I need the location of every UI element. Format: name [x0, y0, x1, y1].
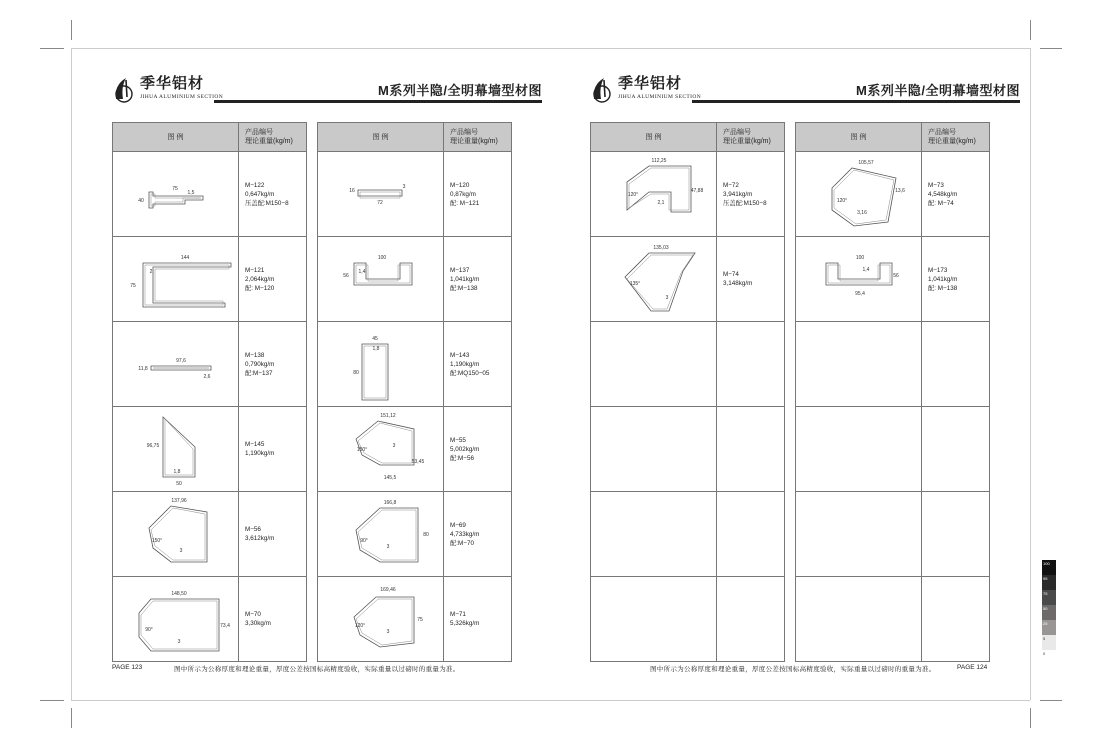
dimension-label: 3 [386, 629, 390, 635]
table-row [318, 577, 512, 662]
product-info-cell [444, 237, 512, 322]
profile-cell [318, 407, 444, 492]
profile-outline [163, 417, 195, 477]
profile-cell [796, 237, 922, 322]
product-info-cell [444, 152, 512, 237]
product-info-cell [239, 407, 307, 492]
page-title: M系列半隐/全明幕墙型材图 [856, 83, 1020, 98]
product-info-cell [922, 237, 990, 322]
dimension-label: 3 [392, 443, 396, 449]
product-info-cell [922, 492, 990, 577]
dimension-label: 1,4 [358, 269, 366, 275]
product-info-cell [717, 322, 785, 407]
product-note: 配:M−138 [450, 284, 478, 292]
profile-cell [318, 152, 444, 237]
dimension-label: 75 [172, 186, 178, 192]
brand-logo-icon [590, 75, 614, 103]
table-row [113, 322, 307, 407]
crop-mark [1040, 48, 1062, 49]
product-note: 配:M−70 [450, 539, 474, 547]
product-code: M−120 [450, 181, 470, 189]
product-code: M−138 [245, 351, 265, 359]
product-note: 配:M−56 [450, 454, 474, 462]
dimension-label: 1,8 [372, 346, 380, 352]
product-weight: 0,647kg/m [245, 190, 275, 198]
product-info-cell [444, 322, 512, 407]
color-swatch: 95 [1042, 575, 1056, 590]
product-info-cell [922, 322, 990, 407]
product-weight: 4,548kg/m [928, 190, 958, 198]
table-row [591, 152, 785, 237]
crop-mark [1030, 20, 1031, 40]
dimension-label: 96,75 [146, 443, 160, 449]
header-code-weight: 产品编号 理论重量(kg/m) [922, 123, 990, 152]
dimension-label: 80 [423, 532, 429, 538]
table-row [591, 322, 785, 407]
dimension-label: 95,4 [855, 291, 865, 297]
dimension-label: 56 [893, 273, 899, 279]
profile-outline [356, 508, 418, 562]
profile-cell [113, 152, 239, 237]
profile-cell [591, 407, 717, 492]
table-row [591, 492, 785, 577]
dimension-label: 144 [180, 255, 190, 261]
profile-cell [113, 237, 239, 322]
product-weight: 0,790kg/m [245, 360, 275, 368]
dimension-label: 3 [179, 548, 183, 554]
profile-outline [362, 344, 388, 400]
table-row [318, 237, 512, 322]
crop-mark [1040, 700, 1062, 701]
product-code: M−55 [450, 436, 466, 444]
dimension-label: 73,4 [220, 623, 230, 629]
product-weight: 2,064kg/m [245, 275, 275, 283]
product-weight: 1,190kg/m [450, 360, 480, 368]
product-info-cell [239, 237, 307, 322]
page-number: PAGE 123 [112, 664, 143, 671]
dimension-label: 3 [402, 184, 406, 190]
header-code-weight: 产品编号 理论重量(kg/m) [444, 123, 512, 152]
profile-drawing [113, 492, 238, 576]
product-weight: 5,326kg/m [450, 620, 480, 627]
catalog-page-123 [57, 50, 542, 680]
profile-drawing [318, 237, 443, 321]
dimension-label: 56 [343, 273, 349, 279]
dimension-label: 13,6 [895, 188, 905, 194]
dimension-label: 150° [151, 538, 163, 544]
dimension-label: 80 [353, 370, 359, 376]
profile-drawing [113, 322, 238, 406]
dimension-label: 47,88 [690, 188, 704, 194]
footnote: 图中所示为公称厚度和理论重量，厚度公差按国标高精度验收，实际重量以过磅时的重量为准。 [174, 666, 460, 673]
header-legend: 图 例 [796, 123, 922, 152]
product-weight: 3,612kg/m [245, 535, 275, 542]
profile-cell [318, 492, 444, 577]
profile-cell [796, 322, 922, 407]
product-code: M−143 [450, 351, 470, 359]
profile-cell [591, 492, 717, 577]
table-row [796, 237, 990, 322]
profile-cell [113, 322, 239, 407]
profile-outline [356, 421, 414, 465]
profile-drawing [318, 152, 443, 236]
product-info-cell [239, 577, 307, 662]
profile-drawing [318, 492, 443, 576]
header-code-weight: 产品编号 理论重量(kg/m) [717, 123, 785, 152]
profile-inner-outline [145, 265, 229, 305]
profile-outline [826, 263, 892, 285]
dimension-label: 3 [665, 295, 669, 301]
profile-table [317, 122, 512, 662]
dimension-label: 100 [855, 255, 865, 261]
dimension-label: 166,8 [383, 500, 397, 506]
product-weight: 3,30kg/m [245, 620, 271, 627]
title-rule [214, 100, 542, 103]
profile-outline [149, 192, 203, 208]
product-info-cell [717, 577, 785, 662]
dimension-label: 72 [377, 200, 383, 206]
dimension-label: 75 [417, 617, 423, 623]
dimension-label: 50 [176, 481, 182, 487]
dimension-label: 100 [377, 255, 387, 261]
profile-cell [796, 407, 922, 492]
product-note: 压盖配:M150−8 [245, 199, 289, 207]
profile-drawing [113, 237, 238, 321]
brand-logo [112, 75, 223, 103]
page-number: PAGE 124 [957, 664, 988, 671]
crop-mark [40, 700, 64, 701]
table-row [796, 492, 990, 577]
product-note: 配:MQ150−05 [450, 369, 490, 377]
product-note: 配: M−74 [928, 199, 954, 207]
dimension-label: 135° [629, 281, 641, 287]
color-swatch: 25 [1042, 620, 1056, 635]
profile-cell [591, 322, 717, 407]
product-info-cell [922, 407, 990, 492]
profile-table [112, 122, 307, 662]
profile-cell [796, 492, 922, 577]
product-weight: 0,87kg/m [450, 190, 476, 198]
profile-cell [318, 322, 444, 407]
dimension-label: 2,1 [657, 200, 665, 206]
dimension-label: 75 [130, 283, 136, 289]
table-row [113, 577, 307, 662]
product-note: 配:M−137 [245, 369, 273, 377]
profile-inner-outline [358, 510, 416, 560]
table-row [318, 322, 512, 407]
product-weight: 1,041kg/m [450, 275, 480, 283]
profile-inner-outline [360, 192, 400, 198]
profile-outline [358, 190, 402, 196]
product-code: M−74 [723, 271, 739, 278]
color-swatch: 100 [1042, 560, 1056, 575]
dimension-label: 151,12 [380, 413, 396, 419]
product-code: M−69 [450, 521, 466, 529]
profile-inner-outline [151, 508, 205, 560]
brand-name-cn: 季华铝材 [140, 75, 205, 92]
table-row [796, 152, 990, 237]
product-code: M−122 [245, 181, 265, 189]
product-info-cell [444, 407, 512, 492]
profile-inner-outline [364, 346, 386, 398]
table-row [318, 152, 512, 237]
profile-outline [143, 263, 231, 307]
product-info-cell [922, 152, 990, 237]
header-legend: 图 例 [318, 123, 444, 152]
trim-line [71, 700, 1030, 701]
profile-cell [113, 407, 239, 492]
dimension-label: 1,5 [187, 190, 195, 196]
dimension-label: 90° [360, 538, 368, 544]
footnote: 图中所示为公称厚度和理论重量，厚度公差按国标高精度验收，实际重量以过磅时的重量为准。 [650, 666, 936, 673]
product-info-cell [922, 577, 990, 662]
product-note: 配: M−121 [450, 199, 480, 207]
dimension-label: 3,16 [857, 210, 867, 216]
product-info-cell [717, 407, 785, 492]
color-swatch: 5 [1042, 635, 1056, 650]
table-row [113, 492, 307, 577]
profile-cell [591, 237, 717, 322]
product-info-cell [239, 492, 307, 577]
profile-cell [591, 152, 717, 237]
profile-drawing [591, 237, 716, 321]
profile-cell [796, 577, 922, 662]
table-row [113, 407, 307, 492]
dimension-label: 2 [149, 269, 153, 275]
product-weight: 4,733kg/m [450, 530, 480, 538]
dimension-label: 148,50 [171, 591, 187, 597]
page-title: M系列半隐/全明幕墙型材图 [378, 83, 542, 98]
color-swatch: 0 [1042, 650, 1056, 665]
dimension-label: 137,96 [171, 498, 187, 504]
dimension-label: 150° [356, 447, 368, 453]
dimension-label: 169,46 [380, 587, 396, 593]
dimension-label: 90° [145, 627, 153, 633]
table-row [318, 492, 512, 577]
dimension-label: 120° [627, 192, 639, 198]
product-info-cell [717, 237, 785, 322]
color-swatch: 75 [1042, 590, 1056, 605]
product-code: M−73 [928, 181, 944, 189]
dimension-label: 112,25 [651, 158, 667, 164]
profile-cell [318, 237, 444, 322]
profile-drawing [318, 407, 443, 491]
dimension-label: 53,45 [411, 459, 425, 465]
profile-drawing [318, 577, 443, 661]
profile-inner-outline [165, 419, 193, 475]
brand-logo [590, 75, 701, 103]
profile-drawing [113, 152, 238, 236]
header-legend: 图 例 [113, 123, 239, 152]
product-code: M−70 [245, 611, 261, 618]
trim-line [1030, 48, 1031, 700]
dimension-label: 3 [386, 544, 390, 550]
product-info-cell [444, 492, 512, 577]
profile-table [795, 122, 990, 662]
profile-cell [318, 577, 444, 662]
product-code: M−56 [245, 526, 261, 533]
brand-name-cn: 季华铝材 [618, 75, 683, 92]
dimension-label: 120° [836, 198, 848, 204]
product-code: M−173 [928, 266, 948, 274]
header-code-weight: 产品编号 理论重量(kg/m) [239, 123, 307, 152]
color-swatch: 50 [1042, 605, 1056, 620]
product-info-cell [239, 322, 307, 407]
crop-mark [40, 48, 64, 49]
product-weight: 3,148kg/m [723, 280, 753, 287]
product-code: M−72 [723, 181, 739, 189]
table-row [113, 237, 307, 322]
product-info-cell [239, 152, 307, 237]
dimension-label: 145,5 [383, 475, 397, 481]
crop-mark [71, 708, 72, 728]
profile-inner-outline [828, 265, 890, 283]
dimension-label: 1,8 [173, 469, 181, 475]
table-row [796, 322, 990, 407]
title-rule [692, 100, 1020, 103]
profile-cell [796, 152, 922, 237]
profile-drawing [113, 577, 238, 661]
table-row [113, 152, 307, 237]
profile-cell [591, 577, 717, 662]
product-info-cell [717, 152, 785, 237]
trim-line [71, 48, 1030, 49]
dimension-label: 2,6 [203, 374, 211, 380]
brand-name-en: JIHUA ALUMINIUM SECTION [618, 94, 702, 100]
product-weight: 5,002kg/m [450, 445, 480, 453]
dimension-label: 97,6 [176, 358, 186, 364]
table-row [796, 577, 990, 662]
profile-table [590, 122, 785, 662]
crop-mark [71, 20, 72, 40]
dimension-label: 1,4 [862, 267, 870, 273]
dimension-label: 11,8 [138, 366, 148, 372]
profile-outline [149, 506, 207, 562]
product-note: 配: M−138 [928, 284, 958, 292]
table-row [591, 237, 785, 322]
profile-drawing [796, 152, 921, 236]
profile-cell [113, 492, 239, 577]
dimension-label: 45 [372, 336, 378, 342]
product-weight: 1,041kg/m [928, 275, 958, 283]
brand-name-en: JIHUA ALUMINIUM SECTION [140, 94, 224, 100]
dimension-label: 3 [177, 639, 181, 645]
product-code: M−121 [245, 266, 265, 274]
profile-drawing [113, 407, 238, 491]
product-note: 压盖配:M150−8 [723, 199, 767, 207]
dimension-label: 135,03 [653, 245, 669, 251]
table-row [318, 407, 512, 492]
catalog-page-124 [535, 50, 1020, 680]
profile-outline [354, 597, 414, 647]
product-info-cell [444, 577, 512, 662]
dimension-label: 120° [354, 623, 366, 629]
dimension-label: 40 [138, 198, 144, 204]
table-row [591, 407, 785, 492]
profile-drawing [591, 152, 716, 236]
product-note: 配: M−120 [245, 284, 275, 292]
product-weight: 1,190kg/m [245, 450, 275, 457]
product-code: M−137 [450, 266, 470, 274]
header-legend: 图 例 [591, 123, 717, 152]
profile-cell [113, 577, 239, 662]
brand-logo-icon [112, 75, 136, 103]
product-code: M−145 [245, 441, 265, 448]
profile-drawing [796, 237, 921, 321]
color-swatch-strip [1042, 560, 1056, 665]
product-weight: 3,941kg/m [723, 190, 753, 198]
crop-mark [1030, 708, 1031, 728]
product-code: M−71 [450, 611, 466, 618]
table-row [796, 407, 990, 492]
table-row [591, 577, 785, 662]
product-info-cell [717, 492, 785, 577]
dimension-label: 16 [349, 188, 355, 194]
dimension-label: 105,57 [858, 160, 874, 166]
profile-drawing [318, 322, 443, 406]
